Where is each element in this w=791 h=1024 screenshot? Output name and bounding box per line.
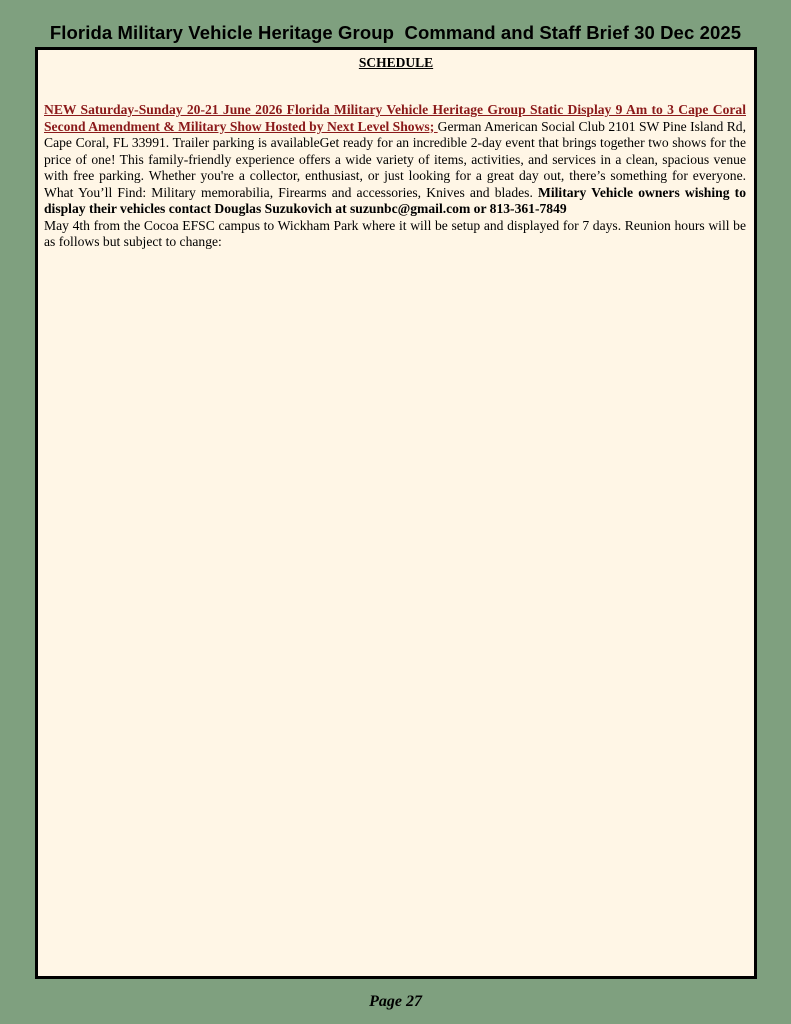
- page-header-title: Florida Military Vehicle Heritage Group Command and Staff Brief 30 Dec 2025: [49, 22, 742, 43]
- event-headline: NEW Saturday-Sunday 20-21 June 2026 Florida Military Vehicle Heritage Group Static Display 9 Am to 3 Cape Coral Second Amendment & Military Show Hosted by Next Level Shows;: [44, 102, 746, 134]
- section-title: SCHEDULE: [358, 55, 434, 70]
- reunion-note: May 4th from the Cocoa EFSC campus to Wickham Park where it will be setup and displayed for 7 days. Reunion hours will be as follows but subject to change:: [44, 217, 746, 249]
- event-entry: [44, 102, 746, 218]
- event-body: German American Social Club 2101 SW Pine Island Rd, Cape Coral, FL 33991. Trailer parking is availableGet ready for an incredible 2-day event that brings together two shows for the price of one! This family-friendly experience offers a wide variety of items, activities, and services in a clean, spacious venue with free parking. Whether you're a collector, enthusiast, or just looking for a great day out, there’s something for everyone. What You’ll Find: Military memorabilia, Firearms and accessories, Knives and blades.: [44, 118, 746, 200]
- page-number: Page 27: [369, 993, 422, 1010]
- schedule-content: [44, 102, 746, 251]
- event-contact: Military Vehicle owners wishing to display their vehicles contact Douglas Suzukovich at suzunbc@gmail.com or 813-361-7849: [44, 184, 746, 216]
- schedule-panel: [35, 47, 757, 979]
